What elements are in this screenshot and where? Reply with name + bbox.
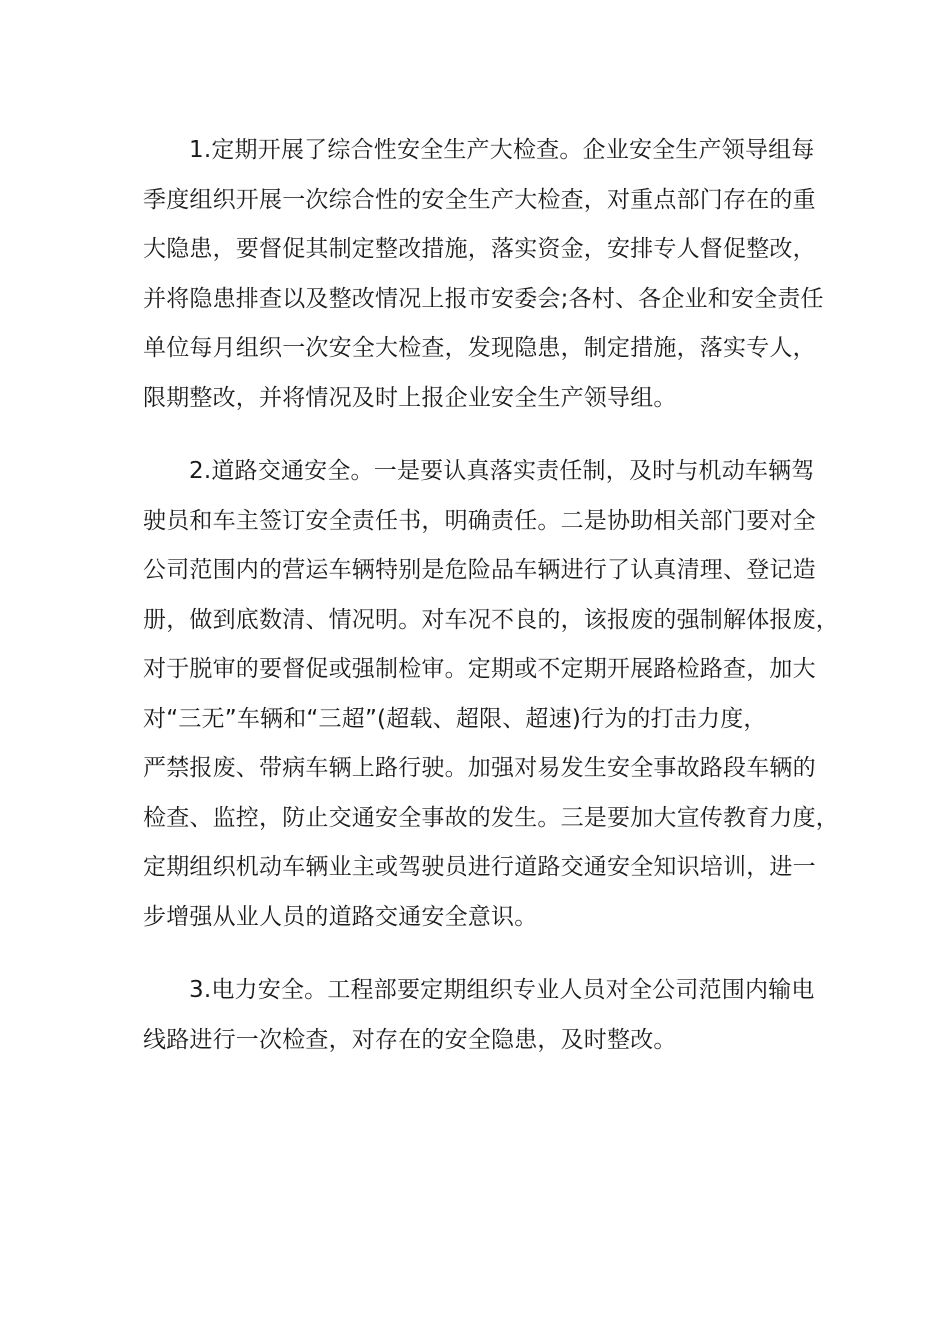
paragraph-line: 3.电力安全。工程部要定期组织专业人员对全公司范围内输电 (189, 977, 815, 1003)
paragraph-1 (143, 126, 824, 423)
paragraph-line: 步增强从业人员的道路交通安全意识。 (143, 903, 538, 930)
paragraph-line: 线路进行一次检查，对存在的安全隐患，及时整改。 (143, 1026, 677, 1053)
paragraph-line: 1.定期开展了综合性安全生产大检查。企业安全生产领导组每 (189, 137, 815, 163)
paragraph-line: 对“三无”车辆和“三超”(超载、超限、超速)行为的打击力度， (143, 705, 767, 732)
paragraph-line: 大隐患，要督促其制定整改措施，落实资金，安排专人督促整改， (143, 236, 816, 262)
paragraph-line: 严禁报废、带病车辆上路行驶。加强对易发生安全事故路段车辆的 (143, 755, 816, 781)
paragraph-line: 并将隐患排查以及整改情况上报市安委会;各村、各企业和安全责任 (143, 285, 824, 312)
paragraph-line: 单位每月组织一次安全大检查，发现隐患，制定措施，落实专人， (143, 335, 816, 361)
paragraph-line: 册，做到底数清、情况明。对车况不良的，该报废的强制解体报废， (143, 606, 839, 633)
paragraph-line: 对于脱审的要督促或强制检审。定期或不定期开展路检路查，加大 (143, 656, 816, 682)
paragraph-2 (143, 447, 839, 942)
paragraph-line: 检查、监控，防止交通安全事故的发生。三是要加大宣传教育力度， (143, 804, 839, 831)
paragraph-line: 季度组织开展一次综合性的安全生产大检查，对重点部门存在的重 (143, 186, 816, 213)
paragraph-line: 驶员和车主签订安全责任书，明确责任。二是协助相关部门要对全 (143, 507, 816, 534)
paragraph-line: 2.道路交通安全。一是要认真落实责任制，及时与机动车辆驾 (189, 458, 815, 484)
paragraph-line: 公司范围内的营运车辆特别是危险品车辆进行了认真清理、登记造 (143, 557, 816, 583)
document-body (143, 126, 839, 1065)
paragraph-3 (143, 966, 815, 1065)
paragraph-line: 限期整改，并将情况及时上报企业安全生产领导组。 (143, 384, 677, 411)
paragraph-line: 定期组织机动车辆业主或驾驶员进行道路交通安全知识培训，进一 (143, 854, 816, 880)
